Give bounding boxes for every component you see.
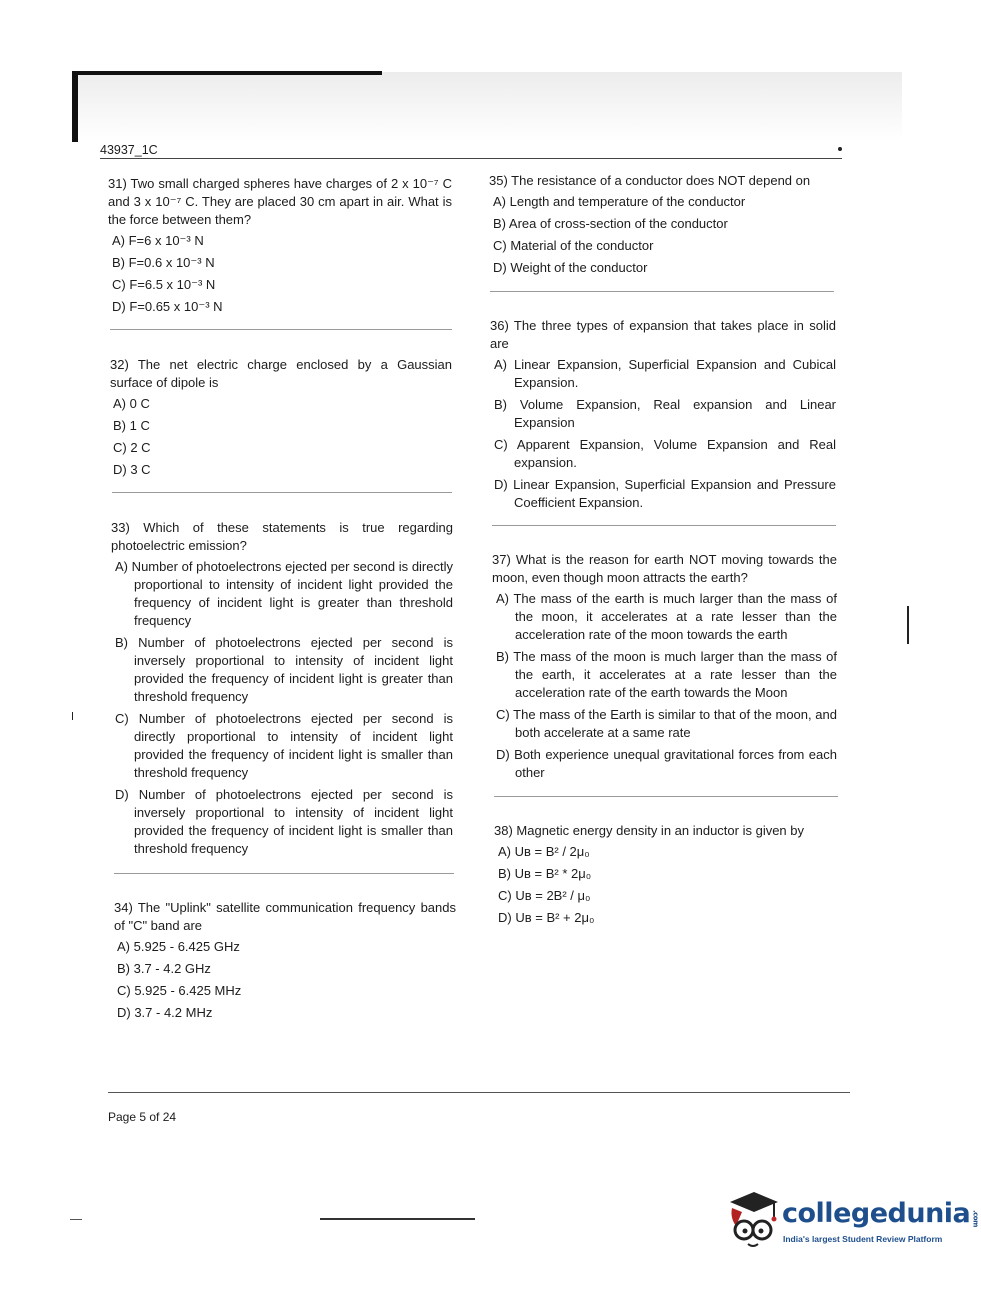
scan-edge-top <box>72 71 382 75</box>
scan-mark <box>320 1218 475 1220</box>
question-divider <box>112 492 452 493</box>
option-d: D) Both experience unequal gravitational forces from each other <box>496 747 837 780</box>
brand-text: collegedunia <box>782 1198 971 1229</box>
option-b: B) 3.7 - 4.2 GHz <box>117 961 211 976</box>
scan-edge-left <box>72 72 78 142</box>
header-divider <box>100 158 842 159</box>
option-b: B) The mass of the moon is much larger than the mass of the earth, it accelerates at a rate lesser than the acceleration rate of the earth towards the Moon <box>496 649 837 700</box>
option-c: C) 2 C <box>113 440 151 455</box>
question-35 <box>489 172 834 281</box>
question-stem: 38) Magnetic energy density in an inductor is given by <box>494 823 805 838</box>
option-a: A) Uʙ = B² / 2μ₀ <box>498 844 590 859</box>
question-38 <box>494 822 839 931</box>
option-c: C) 5.925 - 6.425 MHz <box>117 983 242 998</box>
question-stem: 31) Two small charged spheres have charges of 2 x 10⁻⁷ C and 3 x 10⁻⁷ C. They are placed 30 cm apart in air. What is the force between them? <box>108 176 452 227</box>
scan-mark <box>907 606 909 644</box>
option-a: A) Linear Expansion, Superficial Expansion and Cubical Expansion. <box>494 357 836 390</box>
question-36 <box>490 317 836 516</box>
question-stem: 33) Which of these statements is true regarding photoelectric emission? <box>111 520 453 553</box>
option-b: B) F=0.6 x 10⁻³ N <box>112 255 215 270</box>
option-c: C) F=6.5 x 10⁻³ N <box>112 277 216 292</box>
question-stem: 34) The "Uplink" satellite communication frequency bands of "C" band are <box>114 900 456 933</box>
option-b: B) Uʙ = B² * 2μ₀ <box>498 866 592 881</box>
question-divider <box>490 291 834 292</box>
option-d: D) Uʙ = B² + 2μ₀ <box>498 910 595 925</box>
question-stem: 36) The three types of expansion that takes place in solid are <box>490 318 836 351</box>
question-stem: 37) What is the reason for earth NOT moving towards the moon, even though moon attracts the earth? <box>492 552 837 585</box>
brand-name <box>782 1198 980 1229</box>
option-a: A) 0 C <box>113 396 150 411</box>
question-37 <box>492 551 837 786</box>
question-31 <box>108 175 452 320</box>
option-d: D) Linear Expansion, Superficial Expansion and Pressure Coefficient Expansion. <box>494 477 836 510</box>
option-a: A) 5.925 - 6.425 GHz <box>117 939 240 954</box>
option-b: B) Number of photoelectrons ejected per second is inversely proportional to intensity of incident light provided the frequency of incident light is greater than threshold frequency <box>115 635 453 704</box>
option-b: B) Volume Expansion, Real expansion and Linear Expansion <box>494 397 836 430</box>
question-32 <box>110 356 452 483</box>
footer-divider <box>108 1092 850 1093</box>
option-c: C) Number of photoelectrons ejected per second is directly proportional to intensity of incident light provided the frequency of incident light is smaller than threshold frequency <box>115 711 453 780</box>
scan-mark <box>72 712 73 720</box>
question-divider <box>494 796 838 797</box>
question-stem: 35) The resistance of a conductor does NOT depend on <box>489 173 811 188</box>
brand-tagline: India's largest Student Review Platform <box>783 1234 943 1244</box>
question-33 <box>111 519 453 862</box>
option-c: C) Apparent Expansion, Volume Expansion and Real expansion. <box>494 437 836 470</box>
mascot-icon <box>724 1188 782 1252</box>
option-a: A) The mass of the earth is much larger than the mass of the moon, it accelerates at a rate lesser than the acceleration rate of the moon towards the earth <box>496 591 837 642</box>
option-b: B) Area of cross-section of the conductor <box>493 216 728 231</box>
question-divider <box>114 873 454 874</box>
page-number: Page 5 of 24 <box>108 1110 177 1124</box>
header-dot <box>838 147 842 151</box>
brand-suffix: .com <box>971 1210 980 1227</box>
scan-mark <box>70 1219 82 1220</box>
option-c: C) The mass of the Earth is similar to that of the moon, and both accelerate at a same rate <box>496 707 837 740</box>
question-divider <box>492 525 836 526</box>
option-d: D) 3.7 - 4.2 MHz <box>117 1005 213 1020</box>
option-d: D) Number of photoelectrons ejected per second is inversely proportional to intensity of incident light provided the frequency of incident light is smaller than threshold frequency <box>115 787 453 856</box>
option-a: A) Length and temperature of the conductor <box>493 194 746 209</box>
option-c: C) Uʙ = 2B² / μ₀ <box>498 888 591 903</box>
option-a: A) Number of photoelectrons ejected per second is directly proportional to intensity of incident light provided the frequency of incident light is greater than threshold frequency <box>115 559 453 628</box>
collegedunia-logo <box>724 1188 980 1254</box>
question-divider <box>110 329 452 330</box>
option-d: D) Weight of the conductor <box>493 260 648 275</box>
question-34 <box>114 899 456 1026</box>
option-c: C) Material of the conductor <box>493 238 654 253</box>
paper-code: 43937_1C <box>100 143 158 157</box>
option-d: D) F=0.65 x 10⁻³ N <box>112 299 223 314</box>
option-a: A) F=6 x 10⁻³ N <box>112 233 204 248</box>
option-b: B) 1 C <box>113 418 150 433</box>
option-d: D) 3 C <box>113 462 151 477</box>
question-stem: 32) The net electric charge enclosed by a Gaussian surface of dipole is <box>110 357 452 390</box>
scan-shadow <box>72 72 902 142</box>
